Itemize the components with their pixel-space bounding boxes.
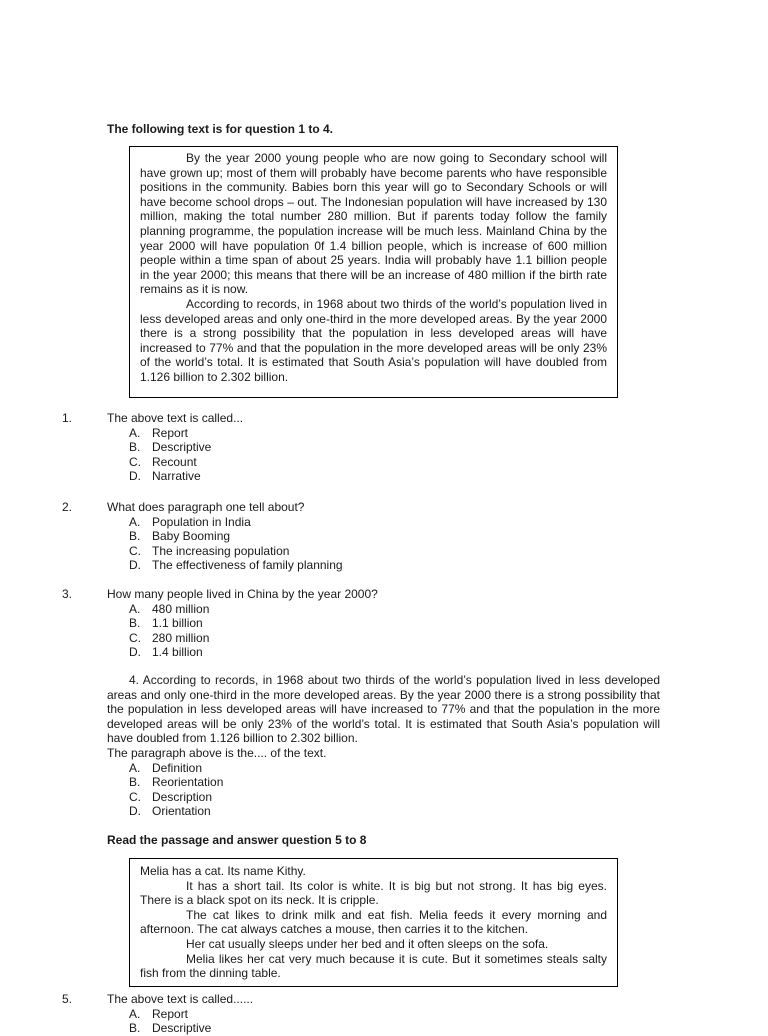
option-letter: D. [129,645,141,660]
option-letter: D. [129,558,141,573]
question-3 [0,587,768,660]
option-list [0,602,768,660]
question-number: 1. [62,411,73,425]
option-text: Orientation [152,804,211,819]
question-stem: How many people lived in China by the year 2000? [107,587,378,601]
question-1 [0,411,768,484]
option-d[interactable] [129,558,768,573]
passage-paragraph: By the year 2000 young people who are now going to Secondary school will have grown up; most of them will probably have become parents who have responsible positions in the community. Babies born this year will go to Secondary Schools or will have become school drops – out. The Indonesian population will have increased by 130 million, making the total number 280 million. But if parents today follow the family planning programme, the population increase will be much less. Mainland China by the year 2000 will have population 0f 1.4 billion people, which is increase of 600 million people within a time span of about 25 years. India will probably have 1.1 billion people in the year 2000; this means that there will be an increase of 480 million if the birth rate remains as it is now. [140,151,607,297]
passage-paragraph: Her cat usually sleeps under her bed and it often sleeps on the sofa. [186,936,549,951]
option-text: Descriptive [152,440,212,455]
option-d[interactable] [129,469,768,484]
option-letter: B. [129,775,141,790]
option-a[interactable] [129,426,768,441]
option-text: Population in India [152,514,251,529]
question-stem: The above text is called...... [107,992,254,1006]
option-letter: A. [129,1006,141,1021]
option-c[interactable] [129,631,768,646]
option-letter: D. [129,804,141,819]
option-text: Recount [152,454,197,469]
option-letter: B. [129,529,141,544]
passage-paragraph: Melia likes her cat very much because it is cute. But it sometimes steals salty fish from the dinning table. [140,951,607,981]
option-letter: A. [129,601,141,616]
option-a[interactable] [129,515,768,530]
option-a[interactable] [129,761,768,776]
option-letter: C. [129,543,141,558]
option-text: Baby Booming [152,529,231,544]
option-list [0,761,768,819]
question-stem: The paragraph above is the.... of the text. [107,745,327,760]
option-text: Descriptive [152,1021,212,1036]
option-d[interactable] [129,645,768,660]
option-letter: B. [129,1021,141,1036]
quoted-paragraph: 4. According to records, in 1968 about two thirds of the world’s population lived in less developed areas and only one-third in the more developed areas. By the year 2000 there is a strong possibility that the population in less developed areas will have increased to 77% and that the population in the more developed areas will be only 23% of the world’s total. It is estimated that South Asia’s population will have doubled from 1.126 billion to 2.302 billion. [107,673,660,746]
question-2 [0,500,768,573]
passage-box-1 [129,146,618,398]
option-b[interactable] [129,529,768,544]
option-b[interactable] [129,775,768,790]
option-text: The effectiveness of family planning [152,558,343,573]
option-letter: B. [129,440,141,455]
passage-paragraph: It has a short tail. Its color is white. It is big but not strong. It has big eyes. There is a black spot on its neck. It is cripple. [140,878,607,908]
option-letter: D. [129,469,141,484]
passage-paragraph: According to records, in 1968 about two thirds of the world’s population lived in less developed areas and only one-third in the more developed areas. By the year 2000 there is a strong possibility that the population in less developed areas will have increased to 77% and that the population in the more developed areas will be only 23% of the world’s total. It is estimated that South Asia’s population will have doubled from 1.126 billion to 2.302 billion. [140,296,607,384]
option-list [0,426,768,484]
option-text: The increasing population [152,543,290,558]
option-text: Report [152,1006,189,1021]
question-stem-paragraph [107,673,660,761]
option-c[interactable] [129,455,768,470]
question-stem: The above text is called... [107,411,244,425]
option-text: 280 million [152,630,210,645]
option-letter: A. [129,760,141,775]
question-4 [0,673,768,819]
option-list [0,515,768,573]
option-a[interactable] [129,1007,768,1022]
passage-paragraph: Melia has a cat. Its name Kithy. [140,864,306,878]
question-stem: What does paragraph one tell about? [107,500,305,514]
passage-box-2 [129,858,618,987]
option-b[interactable] [129,440,768,455]
option-a[interactable] [129,602,768,617]
question-number: 3. [62,587,73,601]
option-text: 480 million [152,601,210,616]
passage-paragraph: The cat likes to drink milk and eat fish. Melia feeds it every morning and afternoon. The cat always catches a mouse, then carries it to the kitchen. [140,907,607,937]
option-letter: A. [129,425,141,440]
option-letter: C. [129,630,141,645]
option-d[interactable] [129,804,768,819]
option-list [0,1007,768,1036]
option-text: Definition [152,760,203,775]
option-letter: C. [129,789,141,804]
option-letter: C. [129,454,141,469]
option-letter: A. [129,514,141,529]
option-c[interactable] [129,790,768,805]
question-number: 5. [62,992,73,1006]
question-number: 2. [62,500,73,514]
option-text: Report [152,425,189,440]
option-b[interactable] [129,616,768,631]
option-text: Narrative [152,469,201,484]
option-text: 1.1 billion [152,616,203,631]
section-heading-2: Read the passage and answer question 5 to 8 [107,833,367,847]
option-text: 1.4 billion [152,645,203,660]
question-5 [0,992,768,1036]
option-text: Reorientation [152,775,224,790]
section-heading-1: The following text is for question 1 to 4. [107,122,334,136]
option-b[interactable] [129,1021,768,1036]
option-letter: B. [129,616,141,631]
option-c[interactable] [129,544,768,559]
option-text: Description [152,789,213,804]
